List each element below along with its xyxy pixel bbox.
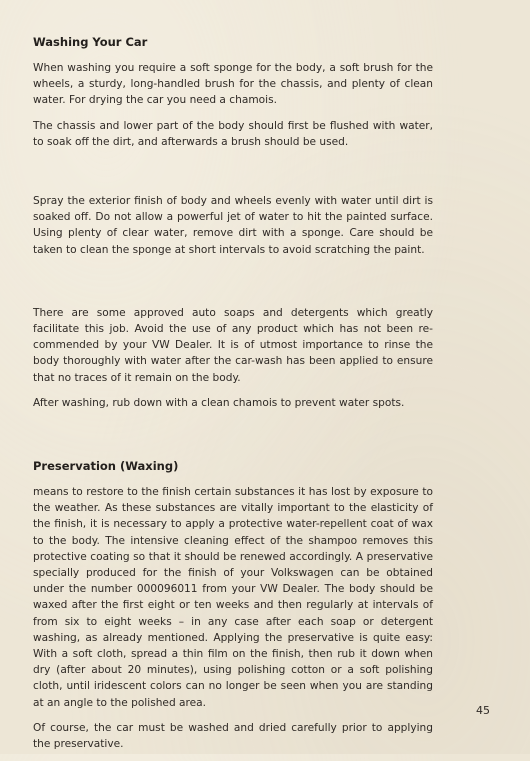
spacer xyxy=(33,420,433,458)
paragraph-spray-finish: Spray the exterior finish of body and wheels evenly with water until dirt is soaked off. Do not allow a powerful jet of water to hit the painted surface. Using plenty of clear water, remove dirt with a sponge. Care should be taken to clean the sponge at short intervals to avoid scratching the paint. xyxy=(33,195,433,256)
paragraph-chamois-rubdown: After washing, rub down with a clean chamois to prevent water spots. xyxy=(33,396,405,409)
paragraph-wash-before-preservative: Of course, the car must be washed and dried carefully prior to applying the preservative. xyxy=(33,721,433,751)
spacer xyxy=(33,159,433,193)
spacer xyxy=(33,267,433,305)
heading-preservation-waxing: Preservation (Waxing) xyxy=(33,459,179,474)
page-body xyxy=(33,34,433,761)
page-number: 45 xyxy=(476,704,490,717)
paragraph-chassis-flushing: The chassis and lower part of the body should first be flushed with water, to soak off the dirt, and afterwards a brush should be used. xyxy=(33,119,433,148)
paragraph-washing-equipment: When washing you require a soft sponge for the body, a soft brush for the wheels, a sturdy, long-handled brush for the chassis, and plenty of clean water. For drying the car you need a chamois. xyxy=(33,62,433,107)
paragraph-preservation-details: means to restore to the finish certain substances it has lost by exposure to the weather. As these substances are vitally important to the elasticity of the finish, it is necessary to apply a protective water-repellent coat of wax to the body. The intensive cleaning effect of the shampoo removes this protective coating so that it should be renewed accordingly. A preservative specially produced for the finish of your Volkswagen can be obtained under the number 000096011 from your VW Dealer. The body should be waxed after the first eight or ten weeks and then regularly at intervals of from six to eight weeks – in any case after each soap or detergent washing, as already mentioned. Applying the preservative is quite easy: With a soft cloth, spread a thin film on the finish, then rub it down when dry (after about 20 minutes), using polishing cotton or a soft polishing cloth, until iridescent colors can no longer be seen when you are standing at an angle to the polished area. xyxy=(33,486,433,709)
heading-washing-your-car: Washing Your Car xyxy=(33,35,148,49)
paragraph-auto-soaps: There are some approved auto soaps and detergents which greatly facilitate this job. Avoid the use of any product which has not been recommended by your VW Dealer. It is of utmost importance to rinse the body thoroughly with water after the car-wash has been applied to ensure that no traces of it remain on the body. xyxy=(33,306,433,384)
